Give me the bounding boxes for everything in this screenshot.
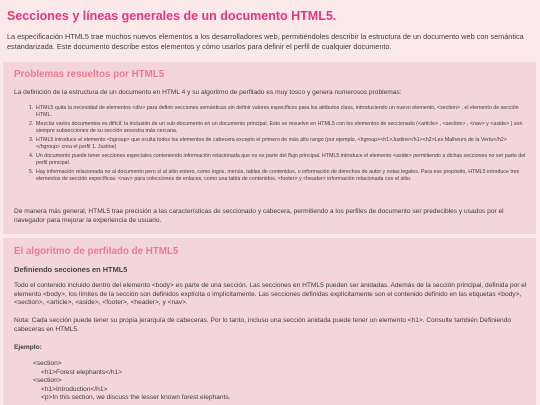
section-problems [3,62,536,234]
list-item-number: 3. [29,137,34,143]
list-item-number: 1. [29,105,34,111]
list-item-text: Mezclar varios documentos es difícil: la inclusión de un sub-documento en un documento principal. Esto se resuelve en HTML5 con los elementos de seccionado (<article> , <section> , <nav> y <aside> ) son siempre subsecciones de su sección ancestra más cercana. [36,121,523,134]
code-line: <section> [33,360,62,367]
page-title: Secciones y líneas generales de un documento HTML5. [7,9,337,23]
list-item [29,169,528,182]
list-item [29,153,528,166]
list-item-text: Hay información relacionada no al documento pero sí al sitio entero, como logos, menús, tablas de contenidos, o información de derechos de autor y notas legales. Para ese propósito, HTML5 introduce tres elementos de sección específicos: <nav> para colecciones de enlaces, como una tabla de contenidos, <footer> y <header> información relacionada con el sitio. [36,169,520,182]
list-item-number: 4. [29,153,34,159]
list-item-number: 2. [29,121,34,127]
list-item [29,137,528,150]
code-line: <section> [33,377,62,385]
note-paragraph: Nota: Cada sección puede tener su propia jerarquía de cabeceras. Por lo tanto, incluso una sección anidada puede tener un elemento <h1>. Consulte también Definiendo cabeceras en HTML5. [14,317,512,333]
code-line: <h1>Introduction</h1> [41,385,108,393]
body-paragraph: Todo el contenido incluido dentro del elemento <body> es parte de una sección. Las secciones en HTML5 pueden ser anidadas. Además de la sección principal, definida por el elemento <body>, los límites de la sección son definidos explícita o implícitamente. Las secciones definidas explícitamente son el contenido definido en las etiquetas <body>, <section>, <article>, <aside>, <footer>, <header>, y <nav>. [14,282,527,306]
section-outline-algorithm [3,238,536,405]
section-lead-paragraph: La definición de la estructura de un documento en HTML 4 y su algoritmo de perfilado es muy tosco y genera numerosos problemas: [14,89,402,96]
section-summary-paragraph: De manera más general, HTML5 trae precisión a las características de seccionado y cabecera, permitiendo a los perfiles de documento ser predecibles y usados por el navegador para mejorar la experiencia de usuario. [14,208,504,224]
code-line: <p>In this section, we discuss the lesser known forest elephants. [41,394,231,402]
section-heading-algorithm: El algoritmo de perfilado de HTML5 [14,246,179,257]
code-line: <h1>Forest elephants</h1> [41,368,123,376]
code-example [33,360,231,403]
list-item-text: HTML5 introduce el elemento <hgroup> que oculta todos los elementos de cabecera excepto el primero de más alto rango (por ejemplo, <hgroup><h1>Justine</h1><h2>Les Malheurs de la Vertu</h2></hgroup> crea el perfil 1. Justine) [36,137,507,150]
example-label: Ejemplo: [14,344,42,351]
list-item-text: Un documento puede tener secciones especiales conteniendo información relacionada que no es parte del flujo principal. HTML5 introduce el elemento <aside> permitiendo a dichas secciones no ser parte del perfil principal. [36,153,526,166]
list-item [29,121,528,134]
problems-list [29,105,528,185]
list-item-number: 5. [29,169,34,175]
section-heading-problems: Problemas resueltos por HTML5 [14,69,165,80]
list-item [29,105,528,118]
list-item-text: HTML5 quita la necesidad de elementos <div> para definir secciones semánticas sin definir valores específicos para los atributos class, introduciendo un nuevo elemento, <section> , el elemento de sección HTML. [36,105,519,118]
intro-paragraph: La especificación HTML5 trae muchos nuevos elementos a los desarrolladores web, permitiéndoles describir la estructura de un documento web con semántica estandarizada. Este documento describe estos elementos y cómo usarlos para definir el perfil de cualquier documento. [7,32,524,51]
subheading-defining-sections: Definiendo secciones en HTML5 [14,265,128,274]
